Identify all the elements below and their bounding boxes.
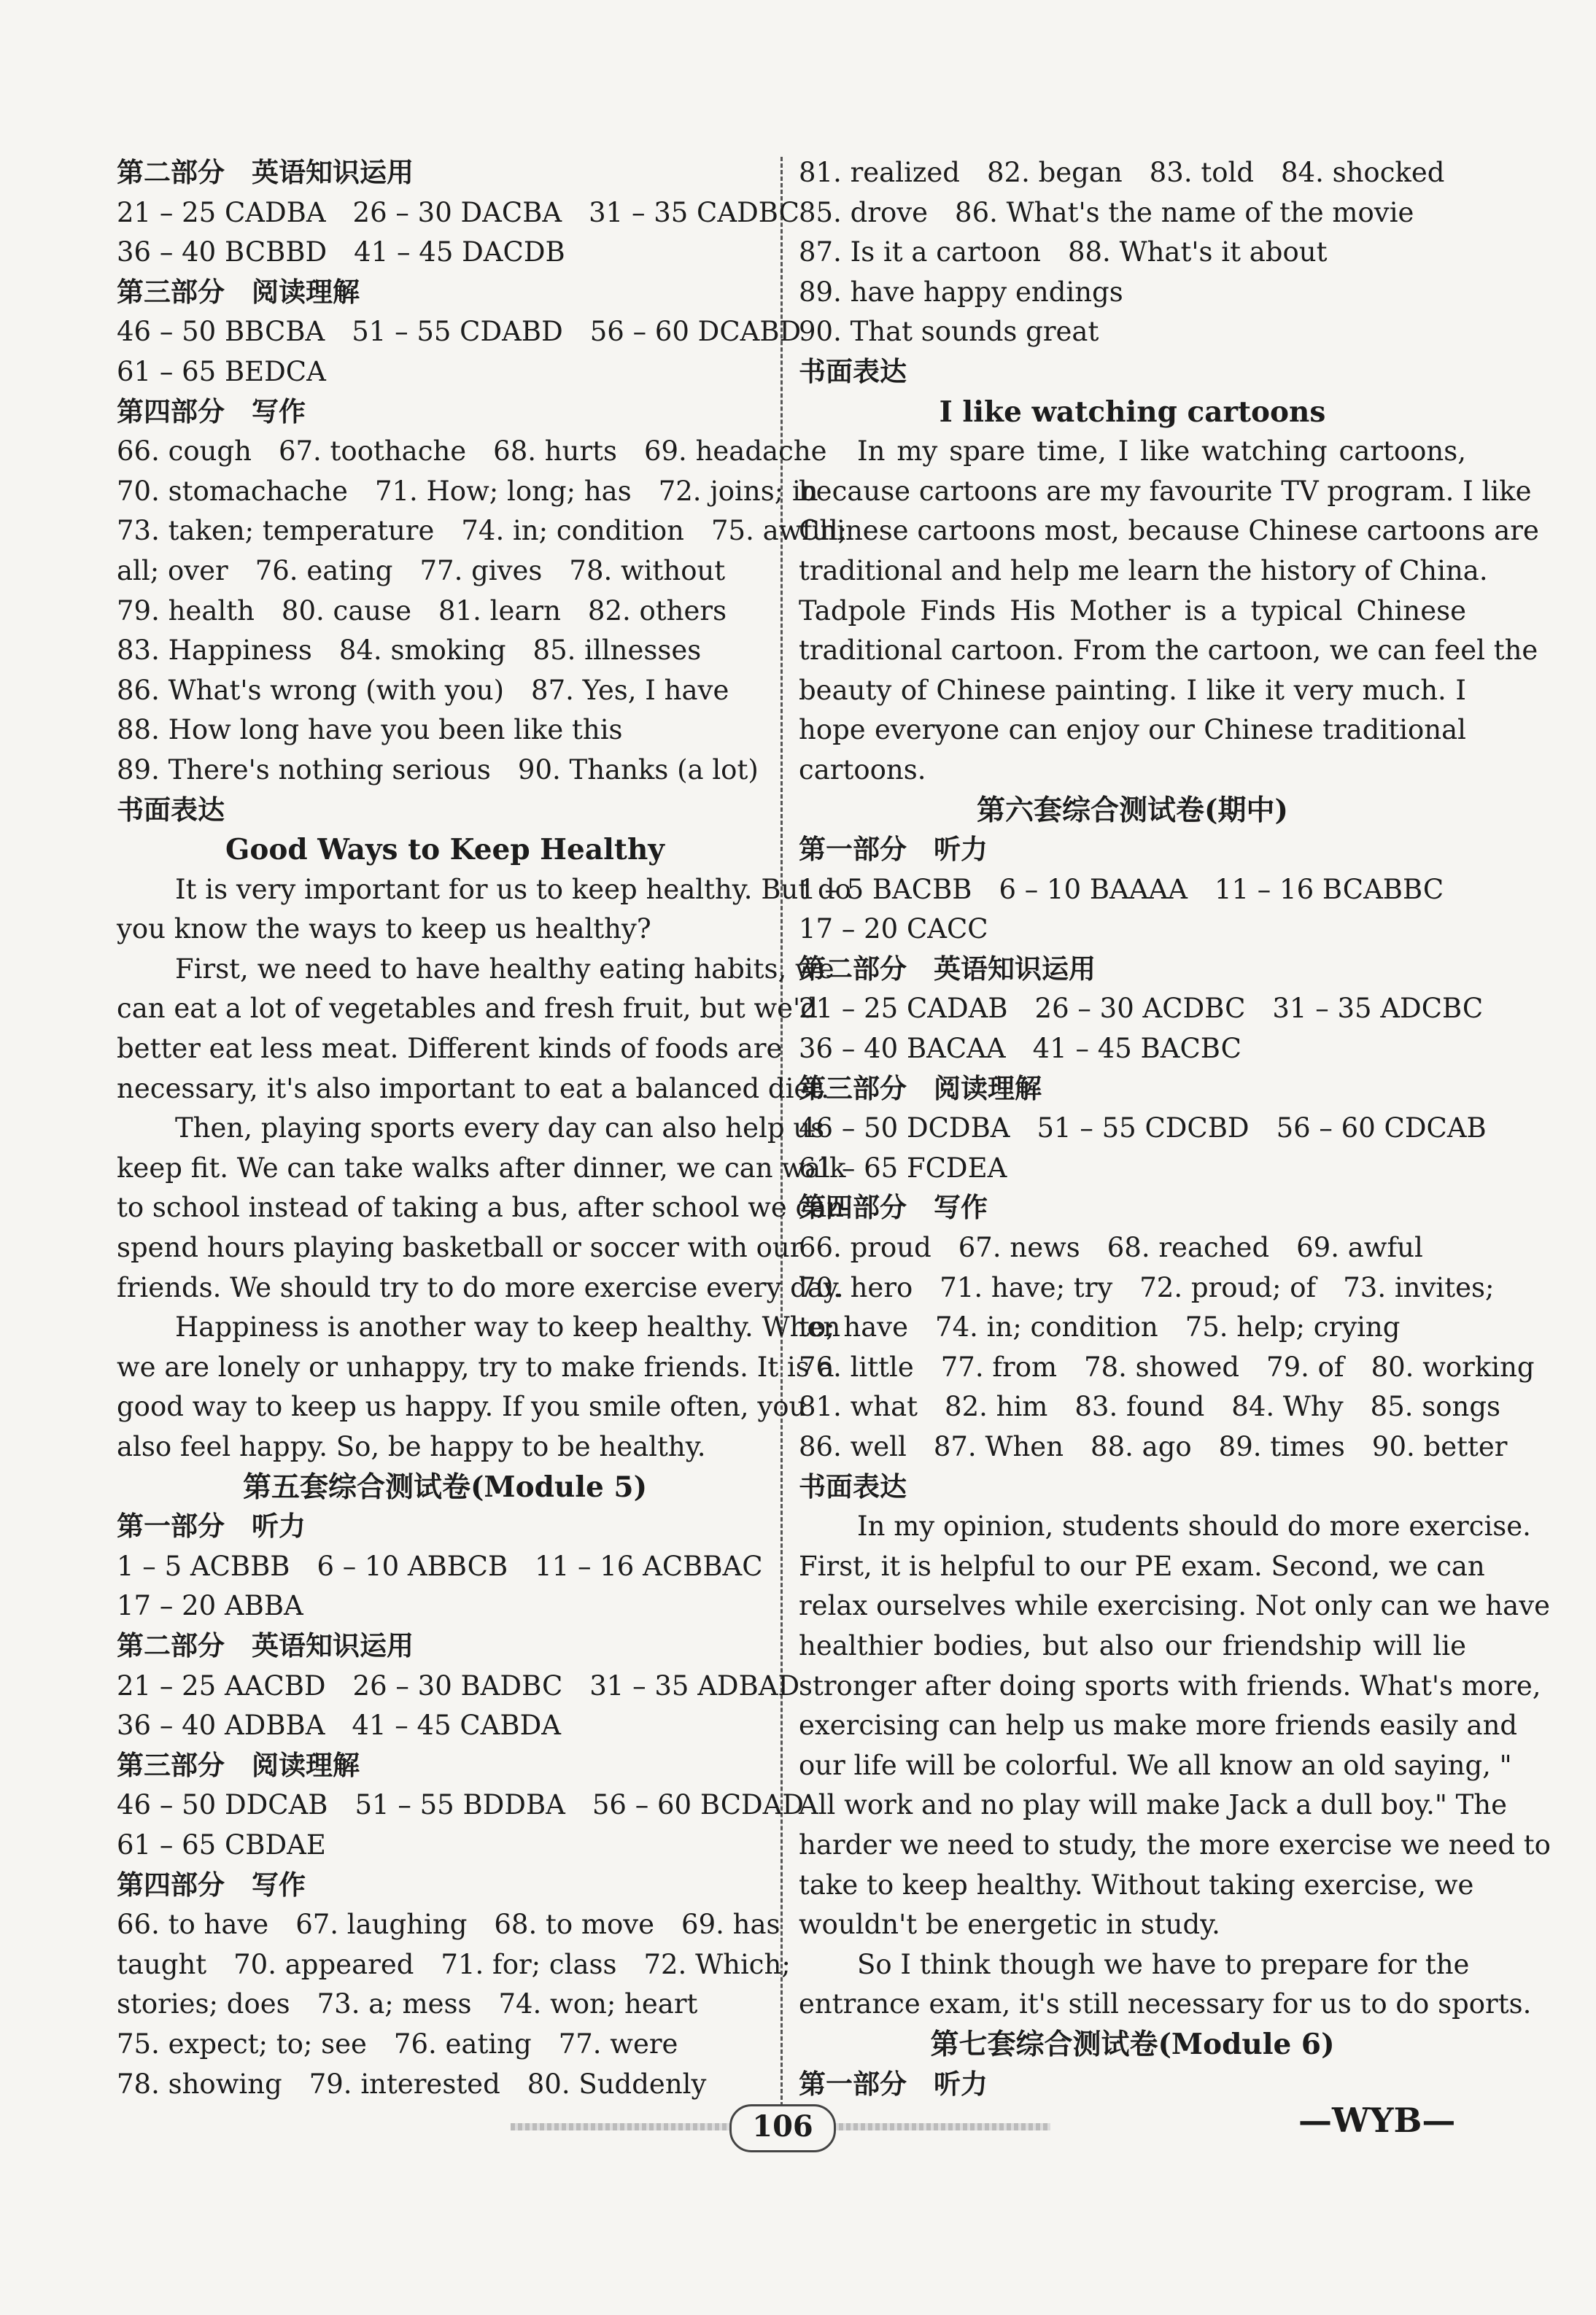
essay-line: In my opinion, students should do more exercise. [857, 1511, 1531, 1543]
section-heading: 第一部分 听力 [799, 834, 988, 866]
answer-line: 21 – 25 CADAB 26 – 30 ACDBC 31 – 35 ADCBC [799, 993, 1484, 1025]
answer-line: 1 – 5 BACBB 6 – 10 BAAAA 11 – 16 BCABBC [799, 873, 1444, 905]
answer-line: 89. There's nothing serious 90. Thanks (a lot) [117, 753, 759, 786]
essay-title: I like watching cartoons [939, 395, 1326, 429]
section-heading: 第四部分 写作 [117, 395, 306, 427]
essay-title: 第六套综合测试卷(期中) [977, 793, 1288, 827]
essay-line: It is very important for us to keep healthy. But do [175, 873, 851, 905]
essay-line: So I think though we have to prepare for the [857, 1948, 1470, 1980]
essay-line: Chinese cartoons most, because Chinese cartoons are [799, 515, 1539, 547]
answer-line: 17 – 20 CACC [799, 913, 988, 945]
section-heading: 第三部分 阅读理解 [117, 276, 360, 308]
answer-line: 66. cough 67. toothache 68. hurts 69. headache [117, 435, 827, 468]
essay-line: wouldn't be energetic in study. [799, 1909, 1220, 1941]
section-heading: 第二部分 英语知识运用 [117, 157, 414, 188]
essay-title: Good Ways to Keep Healthy [225, 833, 665, 867]
essay-line: First, we need to have healthy eating habits, we [175, 953, 834, 985]
answer-line: 89. have happy endings [799, 276, 1123, 308]
essay-line: to school instead of taking a bus, after school we can [117, 1192, 845, 1224]
answer-line: 36 – 40 BCBBD 41 – 45 DACDB [117, 236, 565, 268]
essay-line: because cartoons are my favourite TV program. I like [799, 475, 1532, 507]
essay-line: better eat less meat. Different kinds of foods are [117, 1033, 783, 1065]
section-heading: 第三部分 阅读理解 [117, 1749, 360, 1781]
answer-line: 83. Happiness 84. smoking 85. illnesses [117, 635, 702, 667]
answer-line: 85. drove 86. What's the name of the movie [799, 196, 1414, 228]
essay-title: 第七套综合测试卷(Module 6) [930, 2027, 1335, 2061]
answer-line: 1 – 5 ACBBB 6 – 10 ABBCB 11 – 16 ACBBAC [117, 1550, 763, 1582]
essay-line: can eat a lot of vegetables and fresh fruit, but we'd [117, 993, 818, 1025]
essay-line: also feel happy. So, be happy to be healthy. [117, 1431, 706, 1462]
answer-line: 46 – 50 BBCBA 51 – 55 CDABD 56 – 60 DCABD [117, 316, 802, 348]
answer-line: all; over 76. eating 77. gives 78. without [117, 554, 726, 586]
essay-line: beauty of Chinese painting. I like it very much. I [799, 674, 1466, 706]
essay-line: keep fit. We can take walks after dinner, we can walk [117, 1152, 846, 1184]
answer-line: 21 – 25 AACBD 26 – 30 BADBC 31 – 35 ADBAD [117, 1670, 800, 1702]
answer-line: 87. Is it a cartoon 88. What's it about [799, 236, 1328, 268]
answer-line: 79. health 80. cause 81. learn 82. others [117, 594, 727, 627]
answer-line: 70. hero 71. have; try 72. proud; of 73. invites; [799, 1271, 1495, 1303]
section-heading: 第二部分 英语知识运用 [117, 1629, 414, 1661]
essay-line: harder we need to study, the more exercise we need to [799, 1829, 1551, 1861]
answer-line: 61 – 65 BEDCA [117, 355, 326, 387]
essay-line: traditional cartoon. From the cartoon, we can feel the [799, 635, 1538, 667]
answer-line: 81. what 82. him 83. found 84. Why 85. songs [799, 1391, 1501, 1423]
essay-line: take to keep healthy. Without taking exercise, we [799, 1869, 1474, 1901]
essay-line: traditional and help me learn the history of China. [799, 554, 1488, 586]
answer-line: 86. What's wrong (with you) 87. Yes, I have [117, 674, 729, 706]
right-column [799, 153, 1551, 2104]
page-number: 106 [729, 2104, 836, 2152]
essay-line: Tadpole Finds His Mother is a typical Chinese [799, 594, 1466, 627]
answer-line: 66. to have 67. laughing 68. to move 69. has [117, 1909, 780, 1941]
essay-line: hope everyone can enjoy our Chinese traditional [799, 714, 1466, 746]
brand-mark: —WYB— [1298, 2101, 1456, 2140]
answer-line: 36 – 40 ADBBA 41 – 45 CABDA [117, 1710, 561, 1742]
answer-line: 88. How long have you been like this [117, 714, 623, 746]
answer-line: 61 – 65 CBDAE [117, 1829, 326, 1861]
essay-line: First, it is helpful to our PE exam. Second, we can [799, 1550, 1485, 1582]
section-heading: 第一部分 听力 [117, 1511, 306, 1543]
answer-line: to; have 74. in; condition 75. help; crying [799, 1311, 1401, 1343]
answer-line: 66. proud 67. news 68. reached 69. awful [799, 1232, 1423, 1264]
section-heading: 第三部分 阅读理解 [799, 1072, 1042, 1104]
essay-line: relax ourselves while exercising. Not only can we have [799, 1590, 1551, 1622]
essay-line: Happiness is another way to keep healthy. When [175, 1311, 841, 1343]
essay-line: cartoons. [799, 753, 926, 786]
essay-line: All work and no play will make Jack a dull boy." The [799, 1789, 1508, 1821]
left-column [117, 153, 851, 2104]
essay-line: exercising can help us make more friends easily and [799, 1710, 1518, 1742]
answer-line: 21 – 25 CADBA 26 – 30 DACBA 31 – 35 CADBC [117, 196, 799, 228]
essay-title: 第五套综合测试卷(Module 5) [242, 1470, 648, 1504]
answer-line: 17 – 20 ABBA [117, 1590, 303, 1622]
section-heading: 第一部分 听力 [799, 2068, 988, 2100]
section-heading: 第二部分 英语知识运用 [799, 953, 1096, 985]
essay-line: entrance exam, it's still necessary for us to do sports. [799, 1988, 1532, 2020]
section-heading: 书面表达 [799, 355, 907, 387]
essay-line: healthier bodies, but also our friendship will lie [799, 1629, 1466, 1661]
answer-line: 46 – 50 DCDBA 51 – 55 CDCBD 56 – 60 CDCAB [799, 1112, 1487, 1144]
section-heading: 第四部分 写作 [117, 1869, 306, 1901]
answer-line: 90. That sounds great [799, 316, 1099, 348]
answer-line: taught 70. appeared 71. for; class 72. Which; [117, 1948, 791, 1980]
essay-line: spend hours playing basketball or soccer with our [117, 1232, 803, 1264]
essay-line: necessary, it's also important to eat a balanced diet. [117, 1072, 829, 1104]
answer-line: 46 – 50 DDCAB 51 – 55 BDDBA 56 – 60 BCDAD [117, 1789, 805, 1821]
section-heading: 第四部分 写作 [799, 1192, 988, 1224]
section-heading: 书面表达 [117, 794, 225, 826]
essay-line: stronger after doing sports with friends. What's more, [799, 1670, 1541, 1702]
essay-line: our life will be colorful. We all know an old saying, " [799, 1749, 1512, 1781]
page-footer [511, 2104, 1050, 2148]
answer-line: stories; does 73. a; mess 74. won; heart [117, 1988, 698, 2020]
answer-line: 78. showing 79. interested 80. Suddenly [117, 2068, 707, 2100]
answer-line: 86. well 87. When 88. ago 89. times 90. better [799, 1431, 1508, 1462]
essay-line: friends. We should try to do more exercise every day. [117, 1271, 844, 1303]
section-heading: 书面表达 [799, 1470, 907, 1502]
essay-line: good way to keep us happy. If you smile often, you [117, 1391, 807, 1423]
answer-line: 81. realized 82. began 83. told 84. shocked [799, 157, 1445, 188]
answer-line: 76. little 77. from 78. showed 79. of 80. working [799, 1351, 1535, 1383]
answer-line: 75. expect; to; see 76. eating 77. were [117, 2028, 678, 2060]
answer-line: 73. taken; temperature 74. in; condition 75. awful; [117, 515, 848, 547]
essay-line: you know the ways to keep us healthy? [117, 913, 651, 945]
essay-line: Then, playing sports every day can also help us [175, 1112, 825, 1144]
answer-line: 36 – 40 BACAA 41 – 45 BACBC [799, 1033, 1241, 1065]
answer-line: 61 – 65 FCDEA [799, 1152, 1007, 1184]
essay-line: In my spare time, I like watching cartoons, [857, 435, 1466, 468]
answer-line: 70. stomachache 71. How; long; has 72. joins; in [117, 475, 818, 507]
essay-line: we are lonely or unhappy, try to make friends. It is a [117, 1351, 834, 1383]
